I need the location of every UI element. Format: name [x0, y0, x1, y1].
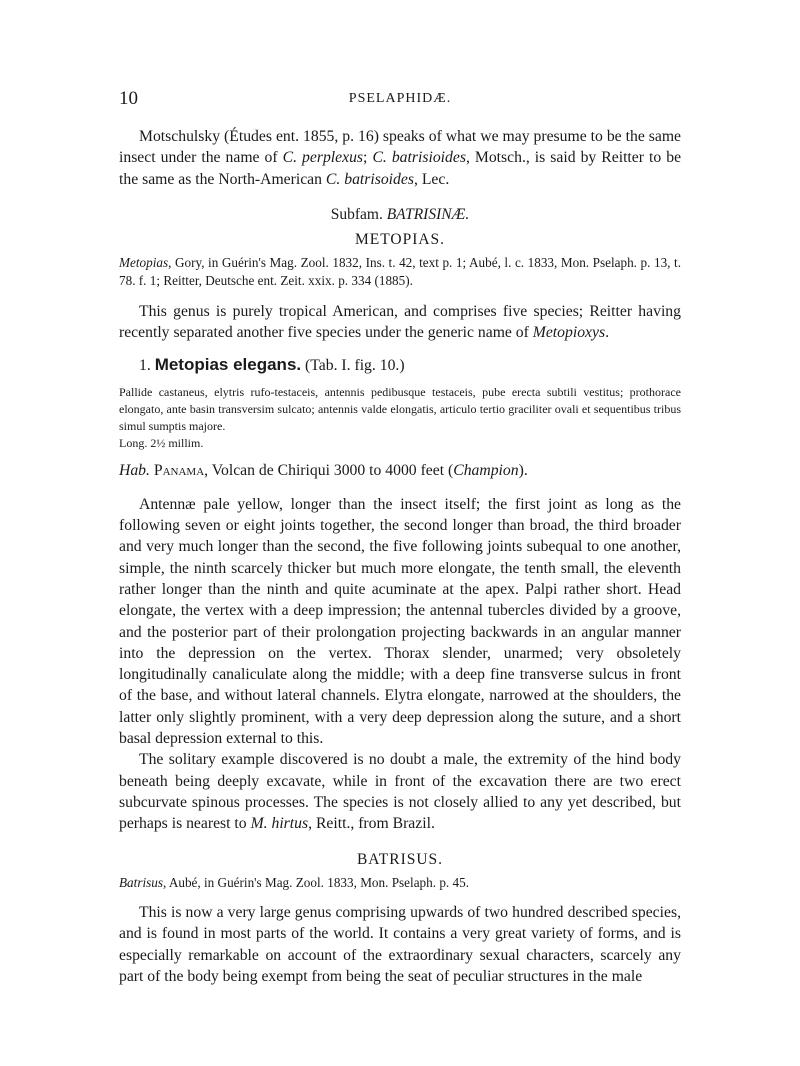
genus-synonymy-metopias: Metopias, Gory, in Guérin's Mag. Zool. 1832, Ins. t. 42, text p. 1; Aubé, l. c. 1833, Mon. Pselaph. p. 13, t. 78. f. 1; Reitter, Deutsche ent. Zeit. xxix. p. 334 (1885).	[119, 254, 681, 289]
running-title: PSELAPHIDÆ.	[348, 91, 452, 106]
page-body	[119, 126, 681, 987]
species-habitat: Hab. Panama, Volcan de Chiriqui 3000 to 4000 feet (Champion).	[119, 462, 528, 480]
genus-description-metopias: This genus is purely tropical American, and comprises five species; Reitter having recently separated another five species under the generic name of Metopioxys.	[119, 302, 681, 342]
page-header	[119, 88, 681, 110]
genus-synonymy-batrisus: Batrisus, Aubé, in Guérin's Mag. Zool. 1833, Mon. Pselaph. p. 45.	[119, 874, 470, 890]
species-name-batrisioides: C. batrisioides	[372, 149, 466, 167]
species-latin-diagnosis: Pallide castaneus, elytris rufo-testaceis, antennis pedibusque testaceis, pube erecta subtili vestitus; prothorace elongato, ante basin transversim sulcato; antennis valde elongatis, articulo tertio graciliter ovali et sequentibus tribus simul sumptis majore.	[119, 385, 681, 434]
species-name-batrisoides: C. batrisoides	[325, 170, 414, 188]
species-heading: 1. Metopias elegans. (Tab. I. fig. 10.)	[139, 355, 405, 375]
species-description: Antennæ pale yellow, longer than the insect itself; the first joint as long as the following seven or eight joints together, the second longer than broad, the third broader and very much longer than the second, the five following joints subequal to one another, simple, the ninth scarcely thicker but much more elongate, the tenth small, the eleventh rather longer than the ninth and quite acuminate at the apex. Palpi rather short. Head elongate, the vertex with a deep impression; the antennal tubercles divided by a groove, and the posterior part of their prolongation projecting backwards in an angular manner into the depression on the vertex. Thorax slender, unarmed; very obsoletely longitudinally canaliculate along the middle; with a deep fine transverse sulcus in front of the base, and without lateral channels. Elytra elongate, narrowed at the shoulders, the latter only slightly prominent, with a very deep depression along the suture, and a short basal depression external to this.	[119, 495, 681, 748]
species-remarks: The solitary example discovered is no doubt a male, the extremity of the hind body beneath being deeply excavate, while in front of the excavation there are two erect subcurvate spinous processes. The species is not closely allied to any yet described, but perhaps is nearest to M. hirtus, Reitt., from Brazil.	[119, 751, 681, 833]
genus-heading-batrisus: BATRISUS.	[356, 850, 444, 868]
species-length: Long. 2½ millim.	[119, 436, 204, 451]
genus-heading-metopias: METOPIAS.	[354, 230, 446, 248]
page-number: 10	[119, 88, 138, 109]
genus-description-batrisus: This is now a very large genus comprising upwards of two hundred described species, and is found in most parts of the world. It contains a very great variety of forms, and is especially remarkable on account of the extraordinary sexual characters, scarcely any part of the body being exempt from being the seat of peculiar structures in the male	[119, 904, 681, 985]
subfamily-heading: Subfam. BATRISINÆ.	[330, 205, 470, 223]
species-name-perplexus: C. perplexus	[282, 149, 364, 167]
intro-paragraph: Motschulsky (Études ent. 1855, p. 16) speaks of what we may presume to be the same insect under the name of C. perplexus; C. batrisioides, Motsch., is said by Reitter to be the same as the North-American C. batrisoides, Lec.	[119, 128, 682, 188]
